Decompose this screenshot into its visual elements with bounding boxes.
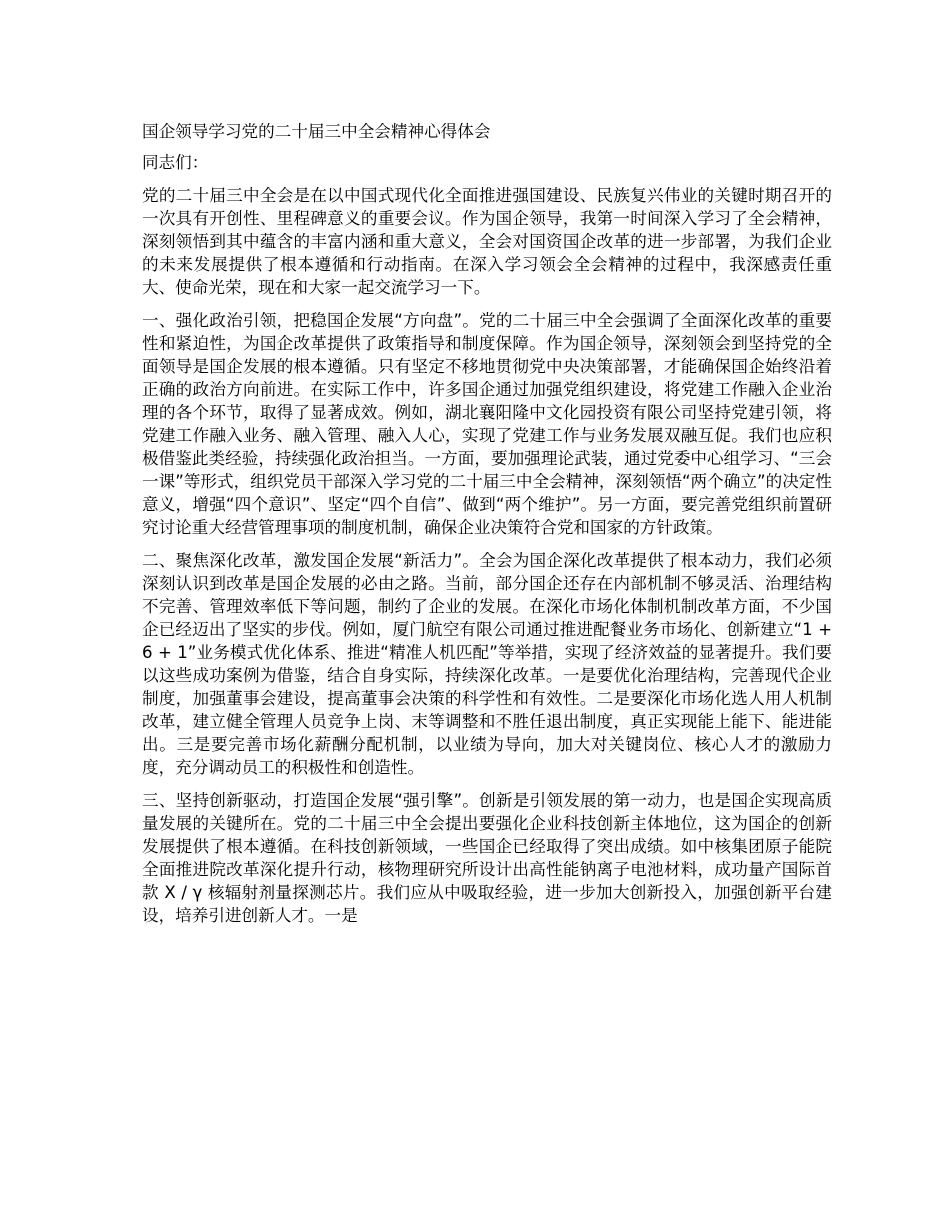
paragraph-intro: 党的二十届三中全会是在以中国式现代化全面推进强国建设、民族复兴伟业的关键时期召开的一次具有开创性、里程碑意义的重要会议。作为国企领导，我第一时间深入学习了全会精神，深刻领悟到其中蕴含的丰富内涵和重大意义，全会对国资国企改革的进一步部署，为我们企业的未来发展提供了根本遵循和行动指南。在深入学习领会全会精神的过程中，我深感责任重大、使命光荣，现在和大家一起交流学习一下。 <box>142 186 832 297</box>
document-page <box>142 120 832 937</box>
document-title: 国企领导学习党的二十届三中全会精神心得体会 <box>142 122 491 141</box>
paragraph-section-2: 二、聚焦深化改革，激发国企发展“新活力”。全会为国企深化改革提供了根本动力，我们必须深刻认识到改革是国企发展的必由之路。当前，部分国企还存在内部机制不够灵活、治理结构不完善、管理效率低下等问题，制约了企业的发展。在深化市场化体制机制改革方面，不少国企已经迈出了坚实的步伐。例如，厦门航空有限公司通过推进配餐业务市场化、创新建立“1 + 6 + 1”业务模式优化体系、推进“精准人机匹配”等举措，实现了经济效益的显著提升。我们要以这些成功案例为借鉴，结合自身实际，持续深化改革。一是要优化治理结构，完善现代企业制度，加强董事会建设，提高董事会决策的科学性和有效性。二是要深化市场化选人用人机制改革，建立健全管理人员竞争上岗、末等调整和不胜任退出制度，真正实现能上能下、能进能出。三是要完善市场化薪酬分配机制，以业绩为导向，加大对关键岗位、核心人才的激励力度，充分调动员工的积极性和创造性。 <box>142 551 832 777</box>
paragraph-section-1: 一、强化政治引领，把稳国企发展“方向盘”。党的二十届三中全会强调了全面深化改革的重要性和紧迫性，为国企改革提供了政策指导和制度保障。作为国企领导，深刻领会到坚持党的全面领导是国企发展的根本遵循。只有坚定不移地贯彻党中央决策部署，才能确保国企始终沿着正确的政治方向前进。在实际工作中，许多国企通过加强党组织建设，将党建工作融入企业治理的各个环节，取得了显著成效。例如，湖北襄阳隆中文化园投资有限公司坚持党建引领，将党建工作融入业务、融入管理、融入人心，实现了党建工作与业务发展双融互促。我们也应积极借鉴此类经验，持续强化政治担当。一方面，要加强理论武装，通过党委中心组学习、“三会一课”等形式，组织党员干部深入学习党的二十届三中全会精神，深刻领悟“两个确立”的决定性意义，增强“四个意识”、坚定“四个自信”、做到“两个维护”。另一方面，要完善党组织前置研究讨论重大经营管理事项的制度机制，确保企业决策符合党和国家的方针政策。 <box>142 311 832 537</box>
salutation: 同志们： <box>142 153 209 172</box>
paragraph-section-3: 三、坚持创新驱动，打造国企发展“强引擎”。创新是引领发展的第一动力，也是国企实现高质量发展的关键所在。党的二十届三中全会提出要强化企业科技创新主体地位，这为国企的创新发展提供了根本遵循。在科技创新领域，一些国企已经取得了突出成绩。如中核集团原子能院全面推进院改革深化提升行动，核物理研究所设计出高性能钠离子电池材料，成功量产国际首款 X / γ 核辐射剂量探测芯片。我们应从中吸取经验，进一步加大创新投入，加强创新平台建设，培养引进创新人才。一是 <box>142 791 832 925</box>
